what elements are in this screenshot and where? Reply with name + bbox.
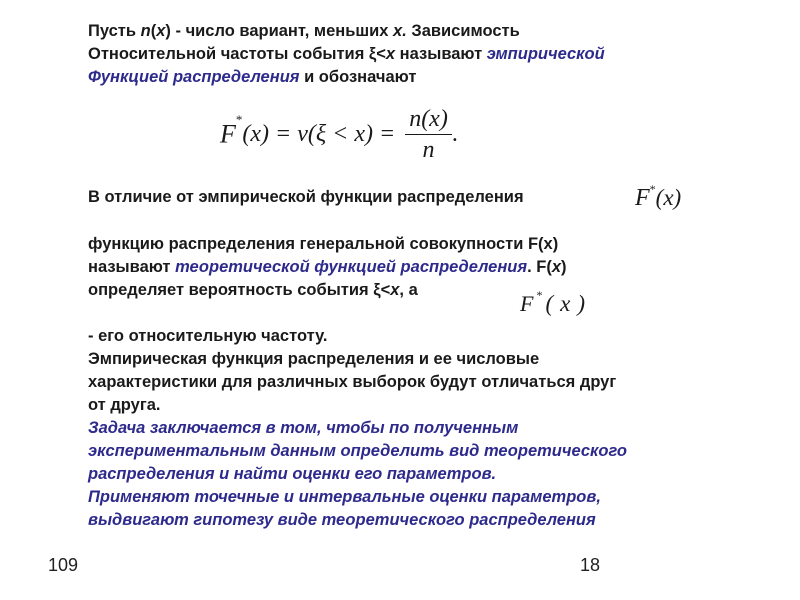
text: выдвигают гипотезу виде теоретического распределения: [88, 511, 596, 529]
highlight-term: эмпирической: [486, 45, 605, 63]
text: Эмпирическая функция распределения и ее числовые: [88, 350, 540, 368]
text: (: [150, 22, 157, 40]
text: Относительной частоты события ξ<: [88, 45, 386, 63]
text: x.: [393, 22, 407, 40]
para1-line1: [88, 20, 520, 42]
fraction-denominator: n: [422, 137, 435, 163]
text: В отличие от эмпирической функции распределения: [88, 188, 524, 206]
para5-line5: [88, 509, 596, 531]
para5-line3: [88, 463, 496, 485]
formula-symbol: *: [649, 182, 656, 196]
empirical-cdf-symbol: [635, 182, 681, 212]
slide-number-left: 109: [48, 555, 79, 575]
text: Применяют точечные и интервальные оценки параметров,: [88, 488, 601, 506]
text: , а: [399, 281, 418, 299]
formula-symbol: F: [635, 185, 650, 211]
text: x: [156, 22, 166, 40]
para4-line3: [88, 371, 616, 393]
text: . F(: [527, 258, 552, 276]
formula-text: (x): [655, 185, 682, 210]
text: Зависимость: [406, 22, 520, 40]
para3-line2: [88, 256, 567, 278]
text: называют: [395, 45, 487, 63]
text: x: [551, 258, 562, 276]
text: и обозначают: [299, 68, 417, 86]
formula-symbol: .: [451, 121, 458, 147]
para5-line1: [88, 417, 518, 439]
formula-symbol: *: [235, 112, 243, 128]
text: Задача заключается в том, чтобы по полученным: [88, 419, 519, 437]
formula-text: (x) = ν(ξ < x) =: [242, 121, 396, 147]
text: распределения и найти оценки его параметров.: [88, 465, 497, 483]
text: от друга.: [88, 396, 161, 414]
text: ) - число вариант, меньших: [165, 22, 394, 40]
text: определяет вероятность события ξ<: [88, 281, 391, 299]
text: называют: [88, 258, 176, 276]
para5-line2: [88, 440, 627, 462]
empirical-cdf-formula: [220, 104, 458, 165]
para3-line3: [88, 279, 418, 301]
text: характеристики для различных выборок будут отличаться друг: [88, 373, 617, 391]
formula-symbol: F: [520, 291, 537, 316]
para2-line1: [88, 186, 524, 208]
highlight-term: теоретической функцией распределения: [175, 258, 528, 276]
para5-line4: [88, 486, 601, 508]
para4-line1: [88, 325, 327, 347]
para4-line2: [88, 348, 539, 370]
para4-line4: [88, 394, 160, 416]
text: n: [140, 22, 151, 40]
text: ): [561, 258, 567, 276]
text: x: [390, 281, 400, 299]
text: x: [385, 45, 396, 63]
para1-line3: [88, 66, 416, 88]
highlight-term: Функцией распределения: [88, 68, 300, 86]
empirical-cdf-symbol-2: [520, 288, 592, 317]
text: Пусть: [88, 22, 141, 40]
para1-line2: [88, 43, 605, 65]
formula-symbol: *: [536, 288, 546, 302]
formula-fraction: [405, 104, 452, 165]
text: - его относительную частоту.: [88, 327, 328, 345]
para3-line1: [88, 233, 558, 255]
formula-symbol: F: [220, 119, 236, 149]
text: функцию распределения генеральной совокупности F(x): [88, 235, 559, 253]
slide-number-right: 18: [580, 555, 601, 575]
text: экспериментальным данным определить вид теоретического: [88, 442, 627, 460]
fraction-numerator: n(x): [405, 104, 452, 135]
formula-text: (x): [545, 291, 592, 316]
